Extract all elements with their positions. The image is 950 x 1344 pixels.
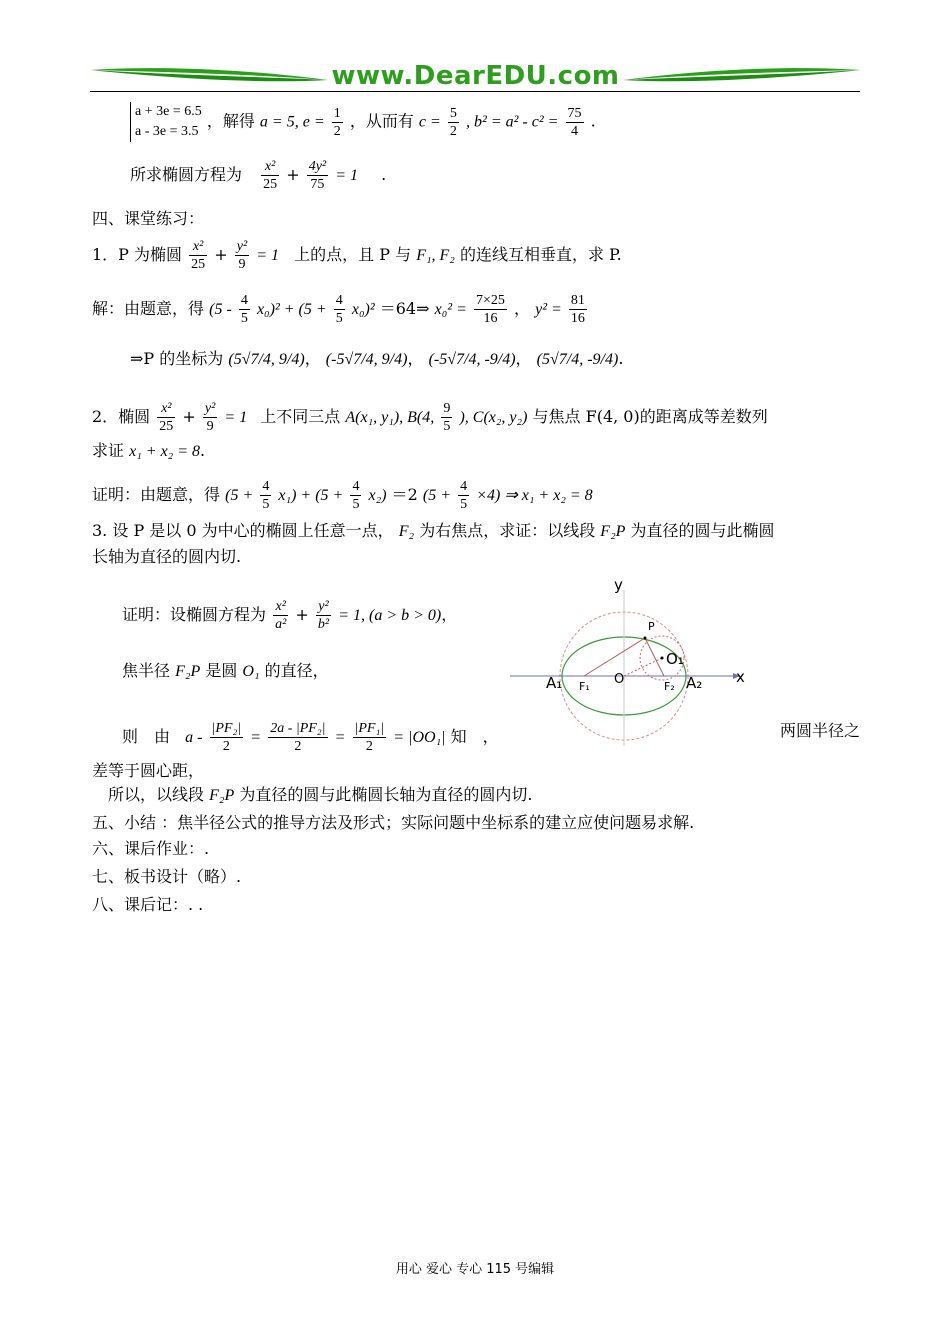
denominator: 5 (335, 311, 343, 326)
text: 1．P 为椭圆 (92, 245, 183, 264)
denominator: 2 (222, 739, 230, 754)
math: x₁ + x₂ = 8 (129, 443, 201, 460)
fraction (307, 158, 328, 193)
proof-3-focal-radius (122, 660, 329, 683)
math: = 1, (a > b > 0) (338, 607, 442, 624)
denominator: 25 (191, 257, 206, 272)
denominator: 5 (352, 497, 360, 512)
proof-3-conclusion-b (108, 784, 532, 807)
numerator: x² (273, 598, 288, 616)
text: 求证 (92, 441, 125, 460)
point-o-label: O (614, 672, 625, 687)
math: F₂P (600, 523, 626, 540)
numerator: |PF₁| (354, 721, 385, 736)
fraction (316, 598, 331, 633)
math: x₂) (368, 487, 387, 504)
text: 知 ， (450, 727, 499, 746)
denominator: 5 (262, 497, 270, 512)
numerator: y² (204, 401, 216, 416)
section-7-board-design: 七、板书设计（略）. (92, 867, 242, 886)
point-1: (5√7/4, 9/4) (228, 351, 305, 368)
math: c = (418, 113, 441, 131)
page-footer: 用心 爱心 专心 115 号编辑 (395, 1262, 555, 1277)
denominator: 5 (443, 419, 451, 434)
text: 与焦点 F(4, 0)的距离成等差数列 (532, 407, 768, 426)
text: 2．椭圆 (92, 407, 151, 426)
fraction (441, 400, 452, 435)
denominator: 75 (310, 177, 325, 192)
denominator: 2 (333, 123, 341, 139)
denominator: 5 (240, 311, 248, 326)
numerator: 9 (443, 401, 451, 416)
denominator: 25 (263, 177, 278, 192)
numerator: 4 (460, 479, 468, 494)
text: 为直径的圆与此椭圆 (630, 521, 775, 540)
math: = |OO₁| (393, 729, 446, 746)
math: x₀)² + (5 + (256, 301, 327, 318)
section-4-heading: 四、课堂练习： (92, 209, 205, 228)
point-4: (5√7/4, -9/4) (536, 351, 619, 368)
text: ＝64⇒ (379, 299, 430, 318)
denominator: 9 (206, 419, 214, 434)
math: F₂P (175, 663, 201, 680)
denominator: 9 (238, 257, 246, 272)
section-5-summary: 五、小结 ：焦半径公式的推导方法及形式；实际问题中坐标系的建立应使问题易求解. (92, 813, 695, 832)
text: 解：由题意，得 (92, 299, 205, 318)
math: A(x₁, y₁), B(4, (345, 409, 435, 426)
y-axis-label: y (614, 576, 623, 594)
math: = 1 (224, 409, 248, 426)
math: (5 - (209, 301, 232, 318)
section-8-notes: 八、课后记：. . (92, 895, 204, 914)
numerator: y² (316, 598, 331, 616)
denominator: a² (275, 617, 287, 632)
numerator: 81 (570, 293, 585, 308)
math: = 1 (335, 167, 359, 184)
fraction (239, 292, 250, 327)
math: a = 5, e = (259, 113, 325, 131)
fraction (261, 158, 279, 193)
system-eq-1: a + 3e = 6.5 (135, 104, 202, 119)
denominator: 2 (365, 739, 373, 754)
numerator: 2a - |PF₂| (270, 721, 326, 736)
fraction (474, 292, 507, 327)
text: . (381, 165, 387, 184)
numerator: 1 (333, 105, 341, 121)
operator: + (286, 165, 300, 184)
fraction (235, 238, 249, 273)
numerator: 7×25 (475, 293, 505, 308)
denominator: 5 (460, 497, 468, 512)
point-3: (-5√7/4, -9/4) (428, 351, 516, 368)
text: . (590, 111, 596, 131)
numerator: |PF₂| (211, 721, 242, 736)
separator: ， (515, 349, 532, 368)
fraction (157, 400, 175, 435)
math: (5 + (422, 487, 452, 504)
fraction (260, 478, 271, 513)
numerator: x² (157, 400, 175, 418)
math: = (250, 729, 262, 746)
math: = 1 (256, 247, 280, 264)
text: 的直径， (264, 661, 329, 680)
point-p-label: P (648, 620, 655, 633)
math: (5 + (225, 487, 254, 504)
text: 证明：由题意，得 (92, 485, 221, 504)
ellipse-equation-line (130, 158, 386, 193)
math: x₀² = (434, 301, 467, 318)
solution-line-1 (130, 102, 596, 142)
point-a2-label: A₂ (686, 674, 703, 692)
text: 上不同三点 (260, 407, 341, 426)
text: ＝2 (391, 485, 418, 504)
text: ， (513, 299, 530, 318)
math: = (334, 729, 346, 746)
text: ， (441, 605, 458, 624)
operator: + (214, 245, 228, 264)
question-3-continued: 长轴为直径的圆内切. (92, 547, 242, 566)
text: ⇒P 的坐标为 (130, 349, 224, 368)
text: 两圆半径之 (779, 721, 860, 740)
question-2 (92, 400, 768, 435)
denominator: b² (317, 617, 330, 632)
text: ，解得 (206, 111, 255, 131)
point-f1-label: F₁ (579, 680, 590, 693)
proof-3-setup (122, 598, 457, 633)
question-3 (92, 520, 775, 543)
fraction (448, 105, 459, 140)
denominator: 2 (294, 739, 302, 754)
site-logo-text[interactable]: www.DearEDU.com (331, 61, 620, 91)
point-a1-label: A₁ (546, 674, 563, 692)
math: ×4) ⇒ x₁ + x₂ = 8 (476, 487, 593, 504)
text: 上的点，且 P 与 (294, 245, 412, 264)
point-f2-label: F₂ (664, 680, 675, 693)
x-axis-label: x (736, 668, 745, 686)
fraction (566, 105, 584, 140)
numerator: 4y² (308, 159, 327, 174)
math: a - (185, 729, 203, 746)
fraction (203, 400, 217, 435)
fraction (273, 598, 288, 633)
fraction (210, 720, 244, 755)
point-2: (-5√7/4, 9/4) (325, 351, 408, 368)
fraction (268, 720, 327, 755)
header-rule (90, 91, 860, 92)
fraction (350, 478, 361, 513)
numerator: 75 (567, 105, 582, 121)
operator: + (182, 407, 196, 426)
equation-system (130, 102, 202, 142)
system-eq-2: a - 3e = 3.5 (135, 124, 199, 139)
text: ，从而有 (349, 111, 414, 131)
math: , b² = a² - c² = (466, 113, 559, 131)
question-1 (92, 238, 622, 273)
numerator: 4 (240, 293, 248, 308)
point-o1-label: O₁ (666, 650, 684, 668)
math: y² = (535, 301, 562, 318)
denominator: 4 (571, 123, 579, 139)
answer-2 (92, 478, 593, 513)
answer-1 (92, 292, 589, 327)
question-2-continued (92, 440, 205, 463)
math: F₂P (209, 787, 235, 804)
operator: + (295, 605, 309, 624)
ellipse-diagram (508, 576, 758, 746)
fraction (189, 238, 207, 273)
numerator: x² (261, 158, 279, 176)
numerator: 5 (449, 105, 457, 121)
denominator: 2 (449, 123, 457, 139)
fraction (353, 720, 387, 755)
text: 所以，以线段 (108, 785, 205, 804)
text: 所求椭圆方程为 (130, 165, 243, 184)
text: . (200, 441, 206, 460)
text: 是圆 (205, 661, 238, 680)
numerator: y² (236, 239, 248, 254)
fraction (332, 105, 343, 140)
text: 则 由 (122, 727, 171, 746)
numerator: 4 (262, 479, 270, 494)
separator: ， (407, 349, 424, 368)
text: 3. 设 P 是以 0 为中心的椭圆上任意一点， (92, 521, 394, 540)
answer-1-coordinates (130, 348, 623, 371)
math: x₁) + (5 + (278, 487, 344, 504)
numerator: x² (189, 238, 207, 256)
numerator: 4 (352, 479, 360, 494)
text: 为直径的圆与此椭圆长轴为直径的圆内切. (239, 785, 533, 804)
text: . (618, 349, 624, 368)
math: ), C(x₂, y₂) (459, 409, 528, 426)
text: 焦半径 (122, 661, 171, 680)
fraction (458, 478, 469, 513)
text: 为右焦点，求证：以线段 (419, 521, 596, 540)
denominator: 25 (159, 419, 174, 434)
math: F₁, F₂ (416, 247, 455, 264)
proof-3-conclusion-a: 差等于圆心距， (92, 761, 205, 780)
denominator: 16 (570, 311, 585, 326)
separator: ， (304, 349, 321, 368)
text: 证明：设椭圆方程为 (122, 605, 267, 624)
math: O₁ (242, 663, 260, 680)
math: x₀)² (351, 301, 375, 318)
text: 的连线互相垂直，求 P. (459, 245, 622, 264)
numerator: 4 (335, 293, 343, 308)
fraction (334, 292, 345, 327)
section-6-homework: 六、课后作业：. (92, 839, 210, 858)
denominator: 16 (483, 311, 498, 326)
fraction (569, 292, 587, 327)
math: F₂ (398, 523, 415, 540)
